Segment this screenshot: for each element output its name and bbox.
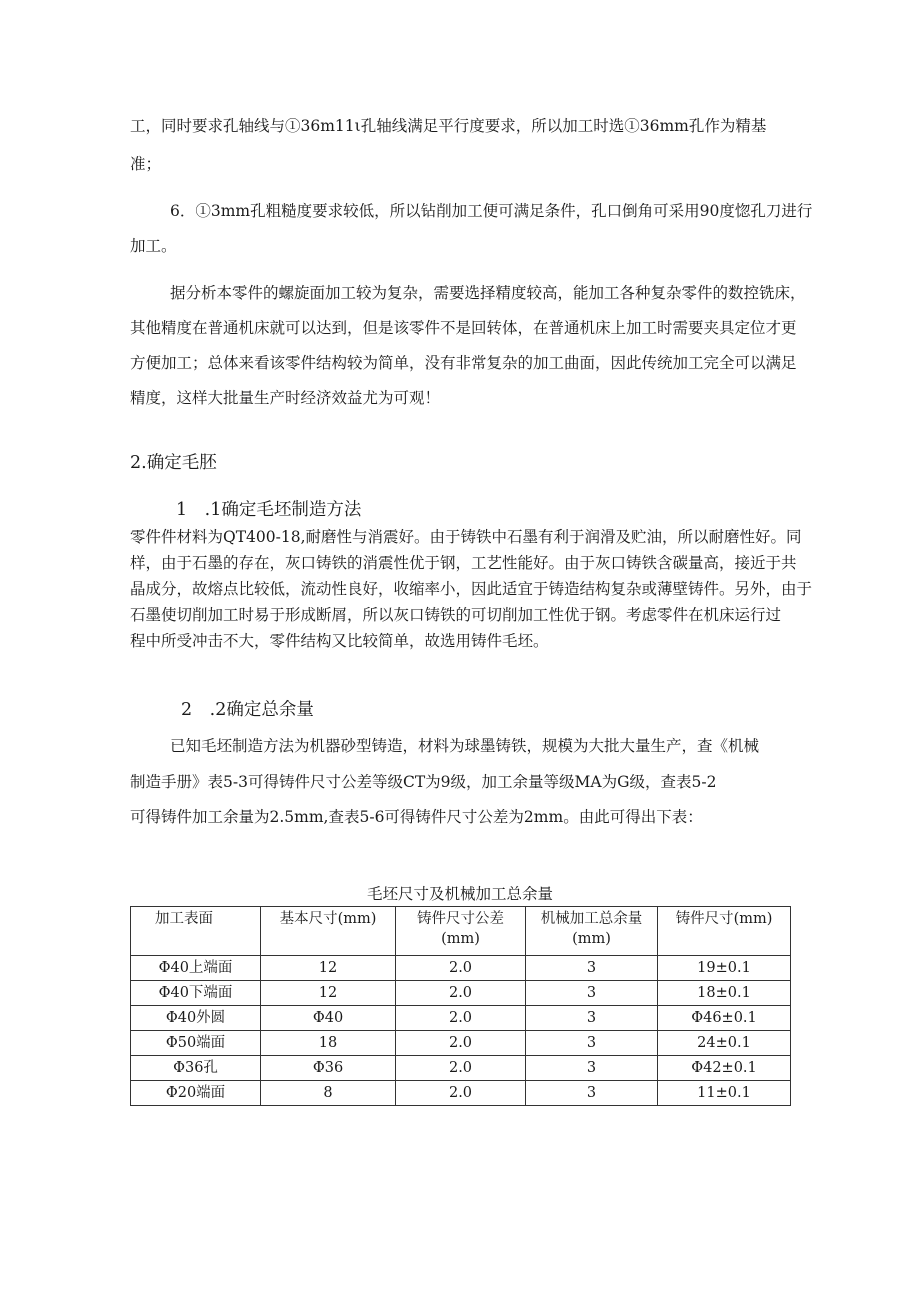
header-basic-size: 基本尺寸(mm) — [261, 907, 396, 956]
cell: 2.0 — [396, 1006, 526, 1031]
body-line-1: 工，同时要求孔轴线与①36m11ι孔轴线满足平行度要求，所以加工时选①36mm孔作为精基 — [130, 117, 767, 135]
cell: Φ46±0.1 — [658, 1006, 791, 1031]
material-line-5: 程中所受冲击不大，零件结构又比较简单，故选用铸件毛坯。 — [130, 632, 549, 650]
cell: 19±0.1 — [658, 956, 791, 981]
cell: 11±0.1 — [658, 1081, 791, 1106]
material-line-2: 样，由于石墨的存在，灰口铸铁的消震性优于钢，工艺性能好。由于灰口铸铁含碳量高，接近于共 — [130, 554, 797, 572]
cell: 3 — [526, 1006, 658, 1031]
subsection-heading-2: 2 .2确定总余量 — [181, 700, 314, 720]
cell: 18 — [261, 1031, 396, 1056]
table-row — [131, 1031, 791, 1056]
cell: 8 — [261, 1081, 396, 1106]
header-surface: 加工表面 — [131, 907, 261, 956]
cell: Φ40下端面 — [131, 981, 261, 1006]
cell: 3 — [526, 981, 658, 1006]
section-heading: 2.确定毛胚 — [130, 453, 217, 473]
allowance-line-2: 制造手册》表5-3可得铸件尺寸公差等级CT为9级，加工余量等级MA为G级，查表5-2 — [130, 773, 717, 791]
body-line-8: 精度，这样大批量生产时经济效益尤为可观！ — [130, 389, 441, 407]
table-row — [131, 981, 791, 1006]
cell: 2.0 — [396, 981, 526, 1006]
cell: Φ40上端面 — [131, 956, 261, 981]
body-line-6: 其他精度在普通机床就可以达到，但是该零件不是回转体，在普通机床上加工时需要夹具定位才更 — [130, 319, 797, 337]
header-casting-size: 铸件尺寸(mm) — [658, 907, 791, 956]
body-line-4: 加工。 — [130, 237, 177, 255]
cell: 3 — [526, 1031, 658, 1056]
cell: Φ42±0.1 — [658, 1056, 791, 1081]
cell: 2.0 — [396, 1081, 526, 1106]
subsection-heading-1: 1 .1确定毛坯制造方法 — [176, 500, 362, 520]
cell: 3 — [526, 956, 658, 981]
cell: 12 — [261, 956, 396, 981]
header-tolerance: 铸件尺寸公差(mm) — [396, 907, 526, 956]
cell: Φ36孔 — [131, 1056, 261, 1081]
cell: Φ20端面 — [131, 1081, 261, 1106]
material-line-3: 晶成分，故熔点比较低，流动性良好，收缩率小，因此适宜于铸造结构复杂或薄壁铸件。另外，由于 — [130, 580, 813, 598]
body-line-5: 据分析本零件的螺旋面加工较为复杂，需要选择精度较高，能加工各种复杂零件的数控铣床， — [170, 284, 806, 302]
allowance-table — [130, 906, 791, 1106]
cell: Φ40 — [261, 1006, 396, 1031]
material-line-1: 零件件材料为QT400-18,耐磨性与消震好。由于铸铁中石墨有利于润滑及贮油，所以耐磨性好。同 — [130, 528, 802, 546]
cell: Φ40外圆 — [131, 1006, 261, 1031]
cell: 3 — [526, 1081, 658, 1106]
table-header-row — [131, 907, 791, 956]
cell: Φ50端面 — [131, 1031, 261, 1056]
table-row — [131, 1056, 791, 1081]
header-allowance: 机械加工总余量(mm) — [526, 907, 658, 956]
cell: 3 — [526, 1056, 658, 1081]
cell: 2.0 — [396, 1056, 526, 1081]
material-line-4: 石墨使切削加工时易于形成断屑，所以灰口铸铁的可切削加工性优于钢。考虑零件在机床运行过 — [130, 606, 782, 624]
body-line-2: 准； — [130, 155, 162, 173]
cell: 2.0 — [396, 1031, 526, 1056]
cell: 12 — [261, 981, 396, 1006]
cell: 2.0 — [396, 956, 526, 981]
cell: 18±0.1 — [658, 981, 791, 1006]
table-row — [131, 1081, 791, 1106]
cell: 24±0.1 — [658, 1031, 791, 1056]
body-line-3: 6．①3mm孔粗糙度要求较低，所以钻削加工便可满足条件，孔口倒角可采用90度惚孔刀进行 — [170, 202, 813, 220]
allowance-line-3: 可得铸件加工余量为2.5mm,查表5-6可得铸件尺寸公差为2mm。由此可得出下表： — [130, 808, 703, 826]
body-line-7: 方便加工；总体来看该零件结构较为简单，没有非常复杂的加工曲面，因此传统加工完全可以满足 — [130, 354, 797, 372]
cell: Φ36 — [261, 1056, 396, 1081]
table-row — [131, 1006, 791, 1031]
table-row — [131, 956, 791, 981]
table-caption: 毛坯尺寸及机械加工总余量 — [366, 885, 553, 903]
allowance-line-1: 已知毛坯制造方法为机器砂型铸造，材料为球墨铸铁，规模为大批大量生产，查《机械 — [170, 737, 760, 755]
